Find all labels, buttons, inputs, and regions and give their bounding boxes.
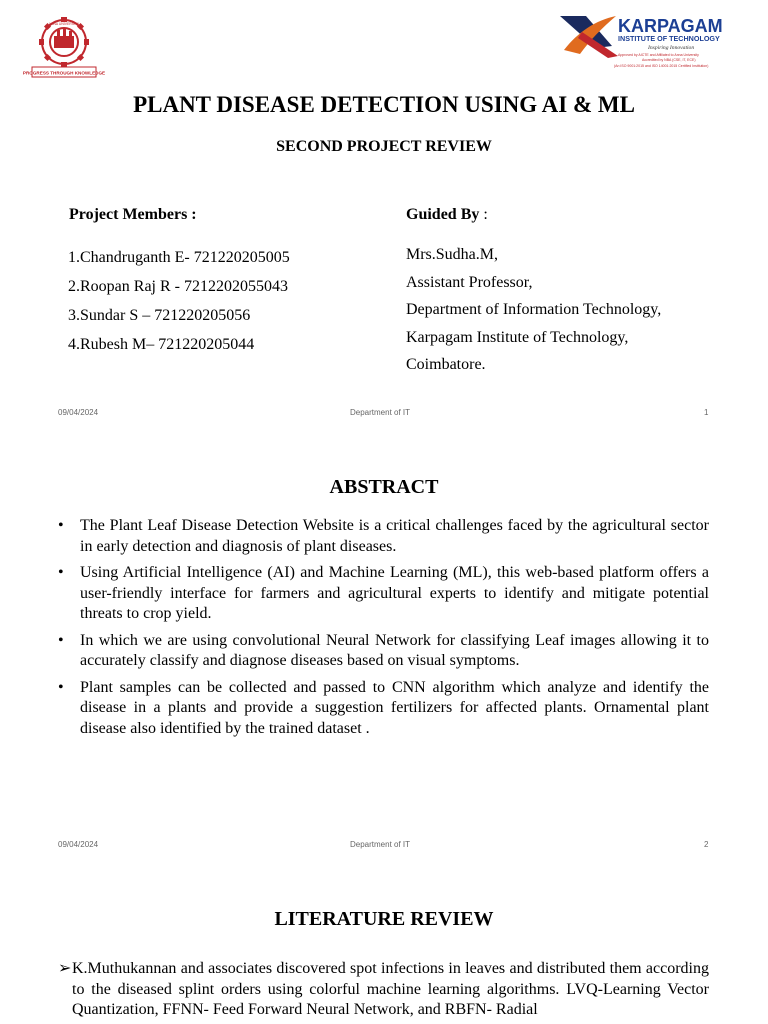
member-item: 2.Roopan Raj R - 7212202055043	[68, 278, 288, 295]
member-item: 4.Rubesh M– 721220205044	[68, 336, 255, 353]
svg-text:KARPAGAM: KARPAGAM	[618, 16, 723, 36]
presentation-subtitle: SECOND PROJECT REVIEW	[276, 138, 492, 155]
guided-by-heading	[406, 206, 488, 224]
svg-text:PROGRESS THROUGH KNOWLEDGE: PROGRESS THROUGH KNOWLEDGE	[22, 70, 106, 76]
footer-date: 09/04/2024	[58, 408, 99, 417]
guide-line: Department of Information Technology,	[406, 301, 662, 318]
abstract-item	[58, 516, 709, 557]
slide-3	[0, 864, 768, 1024]
guided-by-colon: :	[479, 206, 488, 223]
presentation-title: PLANT DISEASE DETECTION USING AI & ML	[133, 92, 635, 117]
footer-department: Department of IT	[350, 408, 411, 417]
project-members-heading: Project Members :	[69, 206, 197, 223]
karpagam-logo	[556, 12, 742, 72]
footer-date: 09/04/2024	[58, 840, 99, 849]
abstract-item	[58, 678, 709, 740]
guide-line: Coimbatore.	[406, 356, 486, 373]
abstract-text: Plant samples can be collected and passed to CNN algorithm which analyze and identify the disease in a plants and provide a suggestion fertilizers for affected plants. Ornamental plant disease also identified by the trained dataset .	[80, 678, 709, 737]
guide-line: Mrs.Sudha.M,	[406, 246, 499, 263]
abstract-text: The Plant Leaf Disease Detection Website is a critical challenges faced by the agricultural sector in early detection and diagnosis of plant diseases.	[80, 517, 709, 555]
svg-text:INSTITUTE OF TECHNOLOGY: INSTITUTE OF TECHNOLOGY	[618, 34, 720, 43]
abstract-list	[58, 516, 709, 745]
svg-text:(An ISO 9001:2015 and ISO 1400: (An ISO 9001:2015 and ISO 14001:2015 Certified Institution)	[614, 64, 709, 68]
abstract-text: Using Artificial Intelligence (AI) and Machine Learning (ML), this web-based platform offers a user-friendly interface for farmers and agricultural experts to identify and mitigate potential threats to crop yield.	[80, 564, 709, 622]
footer-page-number: 2	[704, 840, 709, 849]
literature-item	[58, 959, 709, 1021]
svg-text:Approved by AICTE and Affiliat: Approved by AICTE and Affiliated to Anna University	[618, 53, 699, 57]
guided-by-label: Guided By	[406, 206, 480, 223]
abstract-item	[58, 563, 709, 625]
literature-review-title: LITERATURE REVIEW	[274, 908, 494, 930]
guide-line: Karpagam Institute of Technology,	[406, 328, 629, 346]
footer-page-number: 1	[704, 408, 709, 417]
abstract-text: In which we are using convolutional Neural Network for classifying Leaf images allowing it to accurately classify and diagnose diseases based on visual symptoms.	[80, 631, 709, 669]
svg-text:Inspiring Innovation: Inspiring Innovation	[648, 45, 695, 51]
slide-2	[0, 432, 768, 864]
literature-review-list	[58, 959, 709, 1021]
bullet-icon: •	[58, 517, 64, 534]
slide-1	[0, 0, 768, 432]
member-item: 1.Chandruganth E- 721220205005	[68, 249, 290, 266]
member-item: 3.Sundar S – 721220205056	[68, 307, 251, 324]
footer-department: Department of IT	[350, 840, 411, 849]
literature-text: K.Muthukannan and associates discovered spot infections in leaves and distributed them according to the diseased splint orders using colorful machine learning algorithms. LVQ-Learning Vector Quantization, FFNN- Feed Forward Neural Network, and RBFN- Radial	[72, 960, 709, 1018]
anna-university-logo	[22, 16, 106, 78]
bullet-icon: •	[58, 564, 64, 581]
arrow-bullet-icon: ➢	[58, 960, 72, 977]
abstract-title: ABSTRACT	[329, 476, 439, 498]
guide-line: Assistant Professor,	[406, 273, 533, 291]
svg-text:Accredited by NBA (CSE, IT, EC: Accredited by NBA (CSE, IT, ECE)	[642, 58, 696, 62]
project-members-list	[68, 249, 290, 365]
bullet-icon: •	[58, 631, 64, 649]
svg-text:ANNA UNIVERSITY: ANNA UNIVERSITY	[48, 22, 80, 26]
guide-details	[406, 241, 661, 379]
bullet-icon: •	[58, 678, 64, 696]
abstract-item	[58, 631, 709, 672]
